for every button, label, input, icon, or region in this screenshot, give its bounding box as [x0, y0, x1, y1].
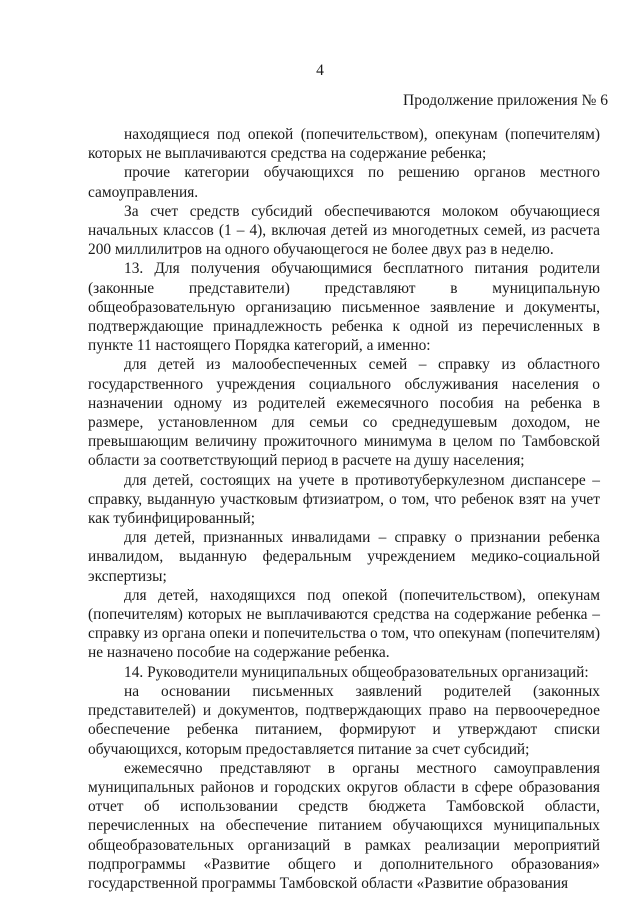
- paragraph-guardianship-certificate: для детей, находящихся под опекой (попечительством), опекунам (попечителям) которых не выплачиваются средства на содержание ребенка – справку из органа опеки и попечительства о том, что опекунам (попечителям) не назначено пособие на содержание ребенка.: [88, 586, 600, 662]
- paragraph-section-13: 13. Для получения обучающимися бесплатного питания родители (законные представители) представляют в муниципальную общеобразовательную организацию письменное заявление и документы, подтверждающие принадлежность ребенка к одной из перечисленных в пункте 11 настоящего Порядка категорий, а именно:: [88, 260, 600, 355]
- paragraph-guardianship-category: находящиеся под опекой (попечительством), опекунам (попечителям) которых не выплачиваются средства на содержание ребенка;: [88, 126, 600, 163]
- document-body: [88, 125, 600, 893]
- page-number: 4: [316, 62, 324, 79]
- paragraph-other-categories: прочие категории обучающихся по решению органов местного самоуправления.: [88, 164, 600, 201]
- paragraph-milk-provision: За счет средств субсидий обеспечиваются молоком обучающиеся начальных классов (1 – 4), включая детей из многодетных семей, из расчета 200 миллилитров на одного обучающегося не более двух раз в неделю.: [88, 202, 600, 259]
- paragraph-section-14: 14. Руководители муниципальных общеобразовательных организаций:: [124, 663, 589, 681]
- paragraph-low-income-families: для детей из малообеспеченных семей – справку из областного государственного учреждения социального обслуживания населения о назначении одному из родителей ежемесячного пособия на ребенка в размере, установленном для семьи со среднедушевым доходом, не превышающим величину прожиточного минимума в целом по Тамбовской области за соответствующий период в расчете на душу населения;: [88, 356, 600, 470]
- paragraph-disabled-children: для детей, признанных инвалидами – справку о признании ребенка инвалидом, выданную федеральным учреждением медико-социальной экспертизы;: [88, 529, 600, 585]
- paragraph-student-lists: на основании письменных заявлений родителей (законных представителей) и документов, подтверждающих право на первоочередное обеспечение ребенка питанием, формируют и утверждают списки обучающихся, которым предоставляется питание за счет субсидий;: [88, 682, 600, 758]
- paragraph-tuberculosis-dispensary: для детей, состоящих на учете в противотуберкулезном диспансере – справку, выданную участковым фтизиатром, о том, что ребенок взят на учет как тубинфицированный;: [88, 471, 600, 528]
- paragraph-monthly-report: ежемесячно представляют в органы местного самоуправления муниципальных районов и городских округов области в сфере образования отчет об использовании средств бюджета Тамбовской области, перечисленных на обеспечение питанием обучающихся муниципальных общеобразовательных организаций в рамках реализации мероприятий подпрограммы «Развитие общего и дополнительного образования» государственной программы Тамбовской области «Развитие образования: [88, 759, 600, 892]
- appendix-continuation-note: Продолжение приложения № 6: [403, 92, 608, 109]
